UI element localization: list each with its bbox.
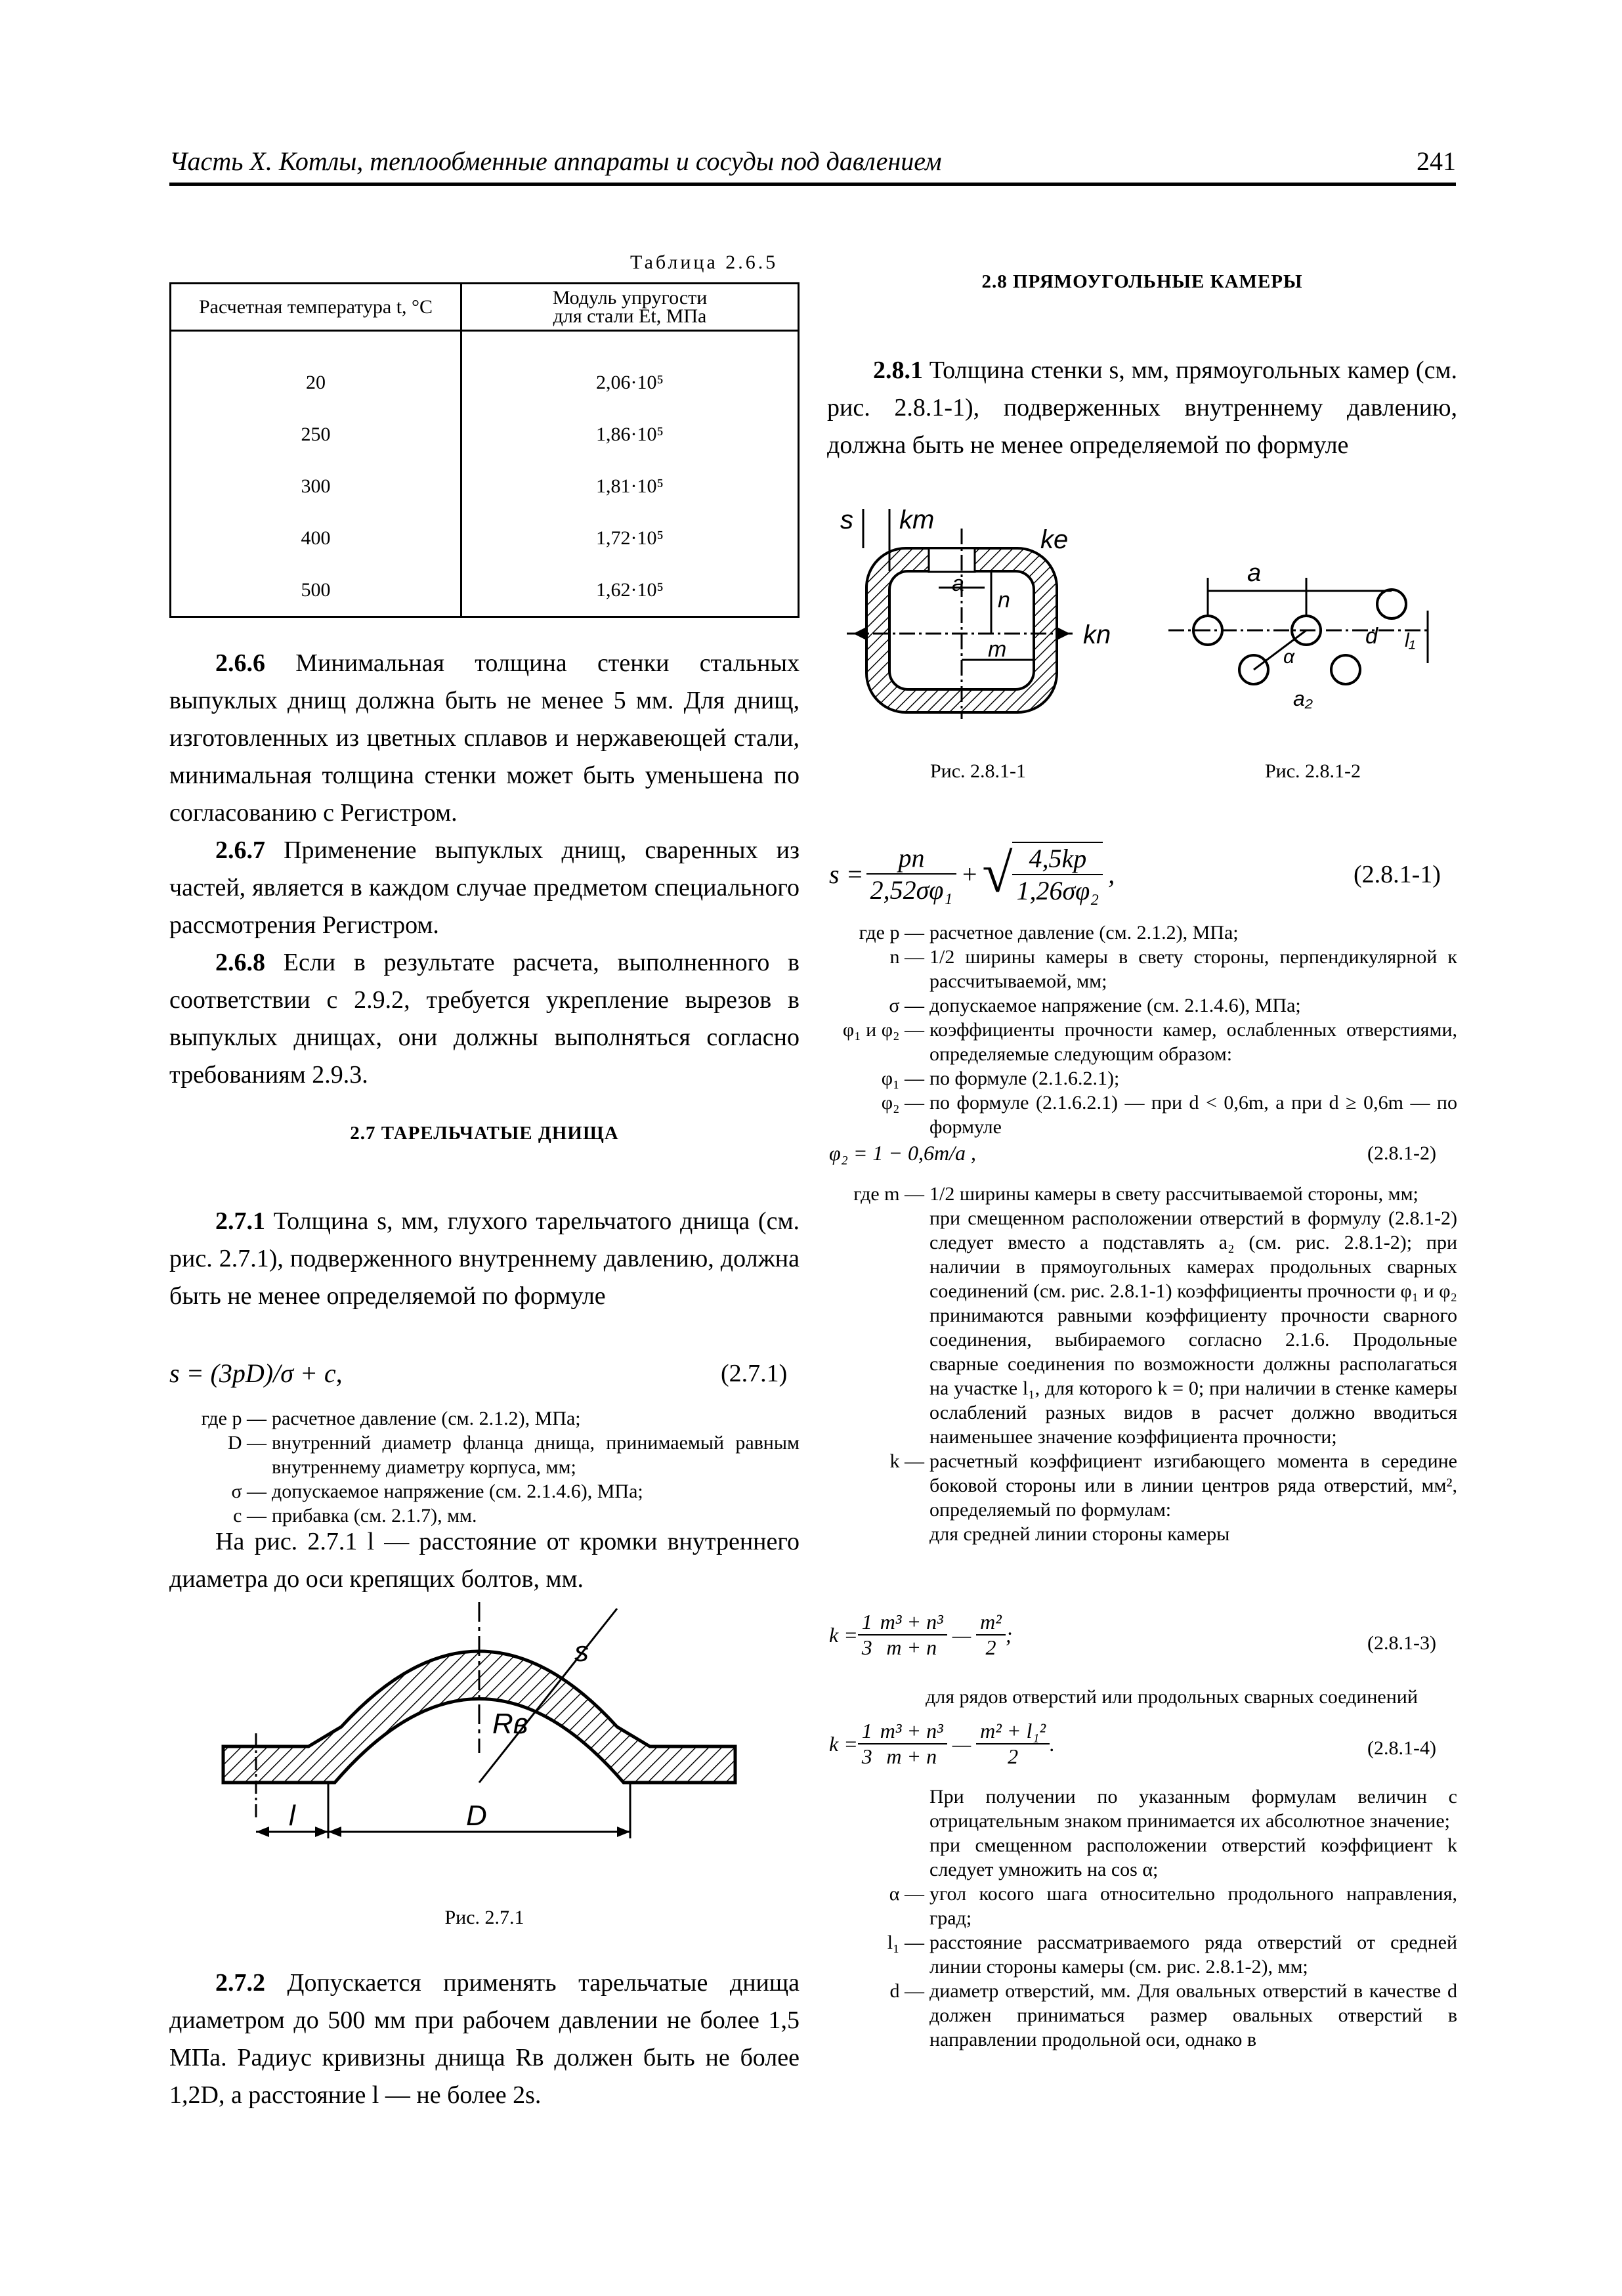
def-text: допускаемое напряжение (см. 2.1.4.6), МПа; bbox=[929, 995, 1301, 1016]
numerator: 1 bbox=[858, 1719, 876, 1744]
numerator: m² bbox=[976, 1610, 1006, 1635]
label-s: s bbox=[574, 1635, 589, 1668]
sqrt-sign: √ bbox=[982, 843, 1013, 904]
def-text: прибавка (см. 2.1.7), мм. bbox=[272, 1505, 477, 1527]
numerator: m³ + n³ bbox=[876, 1610, 947, 1635]
minus-sign: — bbox=[952, 1731, 971, 1756]
def-text: для средней линии стороны камеры bbox=[929, 1523, 1230, 1545]
def-text: допускаемое напряжение (см. 2.1.4.6), МПа; bbox=[272, 1481, 643, 1502]
label-rb: Rв bbox=[492, 1708, 528, 1740]
formula-tail: . bbox=[1050, 1731, 1056, 1756]
fraction bbox=[976, 1719, 1050, 1769]
definition-row bbox=[827, 1979, 1457, 2052]
denominator: 2 bbox=[1008, 1744, 1019, 1768]
table-cell: 20 bbox=[306, 372, 326, 393]
figure-2-7-1 bbox=[217, 1602, 742, 1884]
def-text: расчетное давление (см. 2.1.2), МПа; bbox=[929, 922, 1239, 943]
label-n: n bbox=[998, 588, 1010, 613]
table-cell: 300 bbox=[301, 475, 331, 497]
formula-2-8-1-1 bbox=[829, 842, 1115, 906]
formula-lhs: k = bbox=[829, 1731, 858, 1756]
formula-2-7-1: s = (3pD)/σ + c, bbox=[169, 1358, 343, 1388]
clause-number: 2.6.6 bbox=[215, 649, 265, 677]
table-col-modulus bbox=[461, 331, 799, 617]
definitions-2-8-1-1 bbox=[827, 921, 1457, 1139]
denominator: m + n bbox=[886, 1635, 937, 1659]
definition-row bbox=[827, 1449, 1457, 1522]
paragraph-2-8-1 bbox=[827, 352, 1457, 464]
header-line-1: Модуль упругости bbox=[552, 286, 708, 309]
clause-text: Толщина стенки s, мм, прямоугольных камер (см. рис. 2.8.1-1), подверженных внутреннему давлению, должна быть не менее определяемой по формуле bbox=[827, 357, 1457, 459]
section-title-2-7: 2.7 ТАРЕЛЬЧАТЫЕ ДНИЩА bbox=[350, 1123, 619, 1144]
figure-caption-2-8-1-1: Рис. 2.8.1-1 bbox=[929, 760, 1027, 782]
def-text: 1/2 ширины камеры в свету стороны, перпендикулярной к рассчитываемой, мм; bbox=[929, 946, 1457, 992]
formula-lhs: s = bbox=[829, 859, 864, 889]
def-text: диаметр отверстий, мм. Для овальных отверстий в качестве d должен приниматься размер овальных отверстий в направлении продольной оси, однако в bbox=[929, 1980, 1457, 2050]
clause-text: Толщина s, мм, глухого тарельчатого днища (см. рис. 2.7.1), подверженного внутреннему давлению, должна быть не менее определяемой по формуле bbox=[169, 1207, 800, 1310]
formula-2-8-1-4 bbox=[829, 1719, 1055, 1769]
table-cell: 500 bbox=[301, 579, 331, 601]
label-a2: a₂ bbox=[1293, 687, 1313, 710]
fraction bbox=[858, 1610, 876, 1660]
def-symbol: n — bbox=[889, 946, 924, 968]
header-line-2: для стали Et, МПа bbox=[553, 305, 707, 327]
label-km: km bbox=[899, 509, 935, 534]
fraction bbox=[866, 842, 957, 905]
numerator: m² + l₁² bbox=[976, 1719, 1050, 1744]
label-d: D bbox=[466, 1800, 487, 1832]
label-a: a bbox=[952, 571, 964, 596]
table-header-temp: Расчетная температура t, °C bbox=[171, 284, 461, 331]
table-header-modulus bbox=[461, 284, 799, 331]
label-l1: l₁ bbox=[1405, 630, 1416, 651]
table-cell: 400 bbox=[301, 527, 331, 549]
def-text: 1/2 ширины камеры в свету рассчитываемой стороны, мм; bbox=[929, 1183, 1419, 1205]
def-symbol: где p — bbox=[859, 922, 924, 943]
numerator: 4,5kp bbox=[1012, 843, 1103, 875]
clause-text: Если в результате расчета, выполненного в соответствии с 2.9.2, требуется укрепление вырезов в выпуклых днищах, они должны выполняться согласно требованиям 2.9.3. bbox=[169, 949, 800, 1089]
paragraph-2-6-7 bbox=[169, 832, 800, 944]
table-cell: 1,62·10⁵ bbox=[596, 579, 664, 601]
definitions-2-8-1-2 bbox=[827, 1182, 1457, 1546]
running-title: Часть X. Котлы, теплообменные аппараты и сосуды под давлением bbox=[169, 146, 942, 176]
fraction bbox=[976, 1610, 1006, 1660]
paragraph-2-6-6 bbox=[169, 645, 800, 832]
label-a: a bbox=[1247, 559, 1262, 587]
figure-caption-2-8-1-2: Рис. 2.8.1-2 bbox=[1264, 760, 1361, 782]
fraction bbox=[1012, 842, 1103, 906]
table-cell: 250 bbox=[301, 423, 331, 445]
denominator: 3 bbox=[861, 1744, 872, 1768]
denominator: 1,26σφ₂ bbox=[1016, 876, 1099, 905]
def-text: при смещенном расположении отверстий в формулу (2.8.1-2) следует вместо a подставлять a₂ (см. рис. 2.8.1-2); при наличии в прямоугольных камерах продольных сварных соединений (см. рис. 2.8.1-1) коэффициенты прочности φ₁ и φ₂ принимаются равными коэффициенту прочности сварного соединения, выбираемого согласно 2.1.6. Продольные сварные соединения по возможности должны располагаться на участке l₁, для которого k = 0; при наличии в стенке камеры ослаблений разных видов в расчет должно вводиться наименьшее значение коэффициента прочности; bbox=[929, 1207, 1457, 1448]
clause-number: 2.8.1 bbox=[873, 357, 923, 384]
clause-2-7-1 bbox=[169, 1203, 800, 1315]
minus-sign: — bbox=[952, 1622, 971, 1647]
def-symbol: φ₁ и φ₂ — bbox=[842, 1019, 924, 1041]
def-symbol: где m — bbox=[853, 1183, 924, 1205]
definition-row bbox=[827, 945, 1457, 993]
clause-text: Применение выпуклых днищ, сваренных из частей, является в каждом случае предметом специального рассмотрения Регистром. bbox=[169, 836, 800, 939]
def-symbol: φ₂ — bbox=[881, 1092, 924, 1114]
formula-tail: , bbox=[1108, 859, 1115, 889]
label-m: m bbox=[988, 637, 1007, 662]
left-text-block bbox=[169, 645, 800, 1094]
def-symbol: l₁ — bbox=[887, 1932, 924, 1953]
figure-2-8-1-1 bbox=[840, 509, 1142, 726]
def-symbol bbox=[827, 1785, 929, 1833]
definition-row bbox=[827, 1018, 1457, 1066]
table-cell: 2,06·10⁵ bbox=[596, 372, 664, 393]
paragraph-2-7-1 bbox=[169, 1203, 800, 1315]
def-symbol: d — bbox=[889, 1980, 924, 2002]
label-kn: kn bbox=[1083, 620, 1111, 649]
def-text: расчетный коэффициент изгибающего момента в середине боковой стороны или в линии центров ряда отверстий, мм², определяемый по формулам: bbox=[929, 1450, 1457, 1521]
formula-tail: ; bbox=[1005, 1622, 1013, 1647]
definition-row bbox=[169, 1431, 800, 1479]
label-l: l bbox=[289, 1800, 295, 1832]
def-text: расстояние рассматриваемого ряда отверстий от средней линии стороны камеры (см. рис. 2.8.1-2), мм; bbox=[929, 1932, 1457, 1978]
fraction bbox=[876, 1719, 947, 1769]
def-symbol bbox=[827, 1206, 929, 1449]
def-text: при смещенном расположении отверстий коэффициент k следует умножить на cos α; bbox=[929, 1834, 1457, 1880]
definition-row bbox=[827, 1522, 1457, 1546]
definition-row bbox=[827, 1930, 1457, 1979]
formula-number-2-8-1-1: (2.8.1-1) bbox=[1354, 861, 1441, 888]
def-symbol: α — bbox=[889, 1883, 924, 1905]
def-text: коэффициенты прочности камер, ослабленных отверстиями, определяемые следующим образом: bbox=[929, 1019, 1457, 1065]
def-text: по формуле (2.1.6.2.1) — при d < 0,6m, а при d ≥ 0,6m — по формуле bbox=[929, 1092, 1457, 1138]
label-s: s bbox=[840, 509, 853, 534]
formula-2-8-1-3 bbox=[829, 1610, 1013, 1660]
figure-caption-2-7-1: Рис. 2.7.1 bbox=[444, 1907, 524, 1928]
definition-row bbox=[827, 1206, 1457, 1449]
def-text: по формуле (2.1.6.2.1); bbox=[929, 1068, 1120, 1089]
def-symbol: D — bbox=[227, 1432, 267, 1454]
definition-row bbox=[169, 1406, 800, 1431]
def-symbol bbox=[827, 1833, 929, 1882]
definition-row bbox=[827, 1066, 1457, 1091]
denominator: m + n bbox=[886, 1744, 937, 1768]
def-text: внутренний диаметр фланца днища, принимаемый равным внутреннему диаметру корпуса, мм; bbox=[272, 1432, 800, 1478]
paragraph-fig-note: На рис. 2.7.1 l — расстояние от кромки внутреннего диаметра до оси крепящих болтов, мм. bbox=[169, 1528, 800, 1593]
definition-row bbox=[827, 1091, 1457, 1139]
label-ke: ke bbox=[1040, 525, 1069, 554]
def-symbol: где p — bbox=[201, 1408, 267, 1429]
page-header bbox=[169, 143, 1456, 186]
table-2-6-5 bbox=[169, 282, 800, 618]
definition-row bbox=[827, 993, 1457, 1018]
label-alpha: α bbox=[1283, 646, 1295, 668]
def-symbol: σ — bbox=[889, 995, 924, 1016]
paragraph-2-7-2 bbox=[169, 1964, 800, 2114]
table-cell: 1,81·10⁵ bbox=[596, 475, 664, 497]
def-symbol: k — bbox=[889, 1450, 924, 1472]
paragraph-2-6-8 bbox=[169, 944, 800, 1094]
def-text: расчетное давление (см. 2.1.2), МПа; bbox=[272, 1408, 581, 1429]
def-text: При получении по указанным формулам величин с отрицательным знаком принимается их абсолютное значение; bbox=[929, 1786, 1457, 1832]
formula-number-2-8-1-2: (2.8.1-2) bbox=[1367, 1142, 1436, 1164]
fraction bbox=[858, 1719, 876, 1769]
clause-text: Минимальная толщина стенки стальных выпуклых днищ должна быть не менее 5 мм. Для днищ, изготовленных из цветных сплавов и нержавеющей стали, минимальная толщина стенки может быть уменьшена по согласованию с Регистром. bbox=[169, 649, 800, 827]
denominator: 3 bbox=[861, 1635, 872, 1659]
definitions-2-8-1-4 bbox=[827, 1785, 1457, 2052]
denominator: 2 bbox=[985, 1635, 996, 1659]
formula-number-2-8-1-3: (2.8.1-3) bbox=[1367, 1632, 1436, 1654]
plus-sign: + bbox=[960, 859, 979, 889]
section-title-2-8: 2.8 ПРЯМОУГОЛЬНЫЕ КАМЕРЫ bbox=[981, 271, 1303, 292]
table-cell: 1,72·10⁵ bbox=[596, 527, 664, 549]
def-symbol: c — bbox=[233, 1505, 267, 1527]
formula-number-2-7-1: (2.7.1) bbox=[721, 1360, 788, 1387]
definitions-2-7-1 bbox=[169, 1406, 800, 1528]
denominator: 2,52σφ₁ bbox=[870, 875, 953, 905]
clause-text: Допускается применять тарельчатые днища диаметром до 500 мм при рабочем давлении не более 1,5 МПа. Радиус кривизны днища Rв должен быть не более 1,2D, а расстояние l — не более 2s. bbox=[169, 1969, 800, 2109]
def-symbol: σ — bbox=[231, 1481, 267, 1502]
table-label: Таблица 2.6.5 bbox=[630, 251, 779, 273]
definition-row bbox=[827, 1833, 1457, 1882]
def-symbol: φ₁ — bbox=[881, 1068, 924, 1089]
clause-number: 2.6.8 bbox=[215, 949, 265, 976]
def-text: угол косого шага относительно продольного направления, град; bbox=[929, 1883, 1457, 1929]
formula-number-2-8-1-4: (2.8.1-4) bbox=[1367, 1737, 1436, 1759]
definition-row bbox=[827, 1882, 1457, 1930]
formula-lhs: k = bbox=[829, 1622, 858, 1647]
def-symbol bbox=[827, 1522, 929, 1546]
clause-number: 2.7.1 bbox=[215, 1207, 265, 1235]
clause-number: 2.7.2 bbox=[215, 1969, 265, 1997]
text-holes-rows: для рядов отверстий или продольных сварных соединений bbox=[926, 1686, 1418, 1708]
definition-row bbox=[827, 1785, 1457, 1833]
numerator: 1 bbox=[858, 1610, 876, 1635]
fraction bbox=[876, 1610, 947, 1660]
definition-row bbox=[169, 1479, 800, 1504]
table-col-temp bbox=[171, 331, 461, 617]
table-cell: 1,86·10⁵ bbox=[596, 423, 664, 445]
numerator: m³ + n³ bbox=[876, 1719, 947, 1744]
label-d: d bbox=[1365, 624, 1378, 649]
clause-2-8-1 bbox=[827, 352, 1457, 464]
formula-2-8-1-2: φ₂ = 1 − 0,6m/a , bbox=[829, 1141, 977, 1165]
clause-number: 2.6.7 bbox=[215, 836, 265, 864]
figure-2-8-1-2 bbox=[1168, 558, 1444, 716]
clause-2-7-2 bbox=[169, 1964, 800, 2114]
definition-row bbox=[827, 1182, 1457, 1206]
definition-row bbox=[827, 921, 1457, 945]
numerator: pn bbox=[866, 842, 957, 875]
page-number: 241 bbox=[1417, 146, 1456, 176]
holes-drawing bbox=[1168, 578, 1431, 684]
